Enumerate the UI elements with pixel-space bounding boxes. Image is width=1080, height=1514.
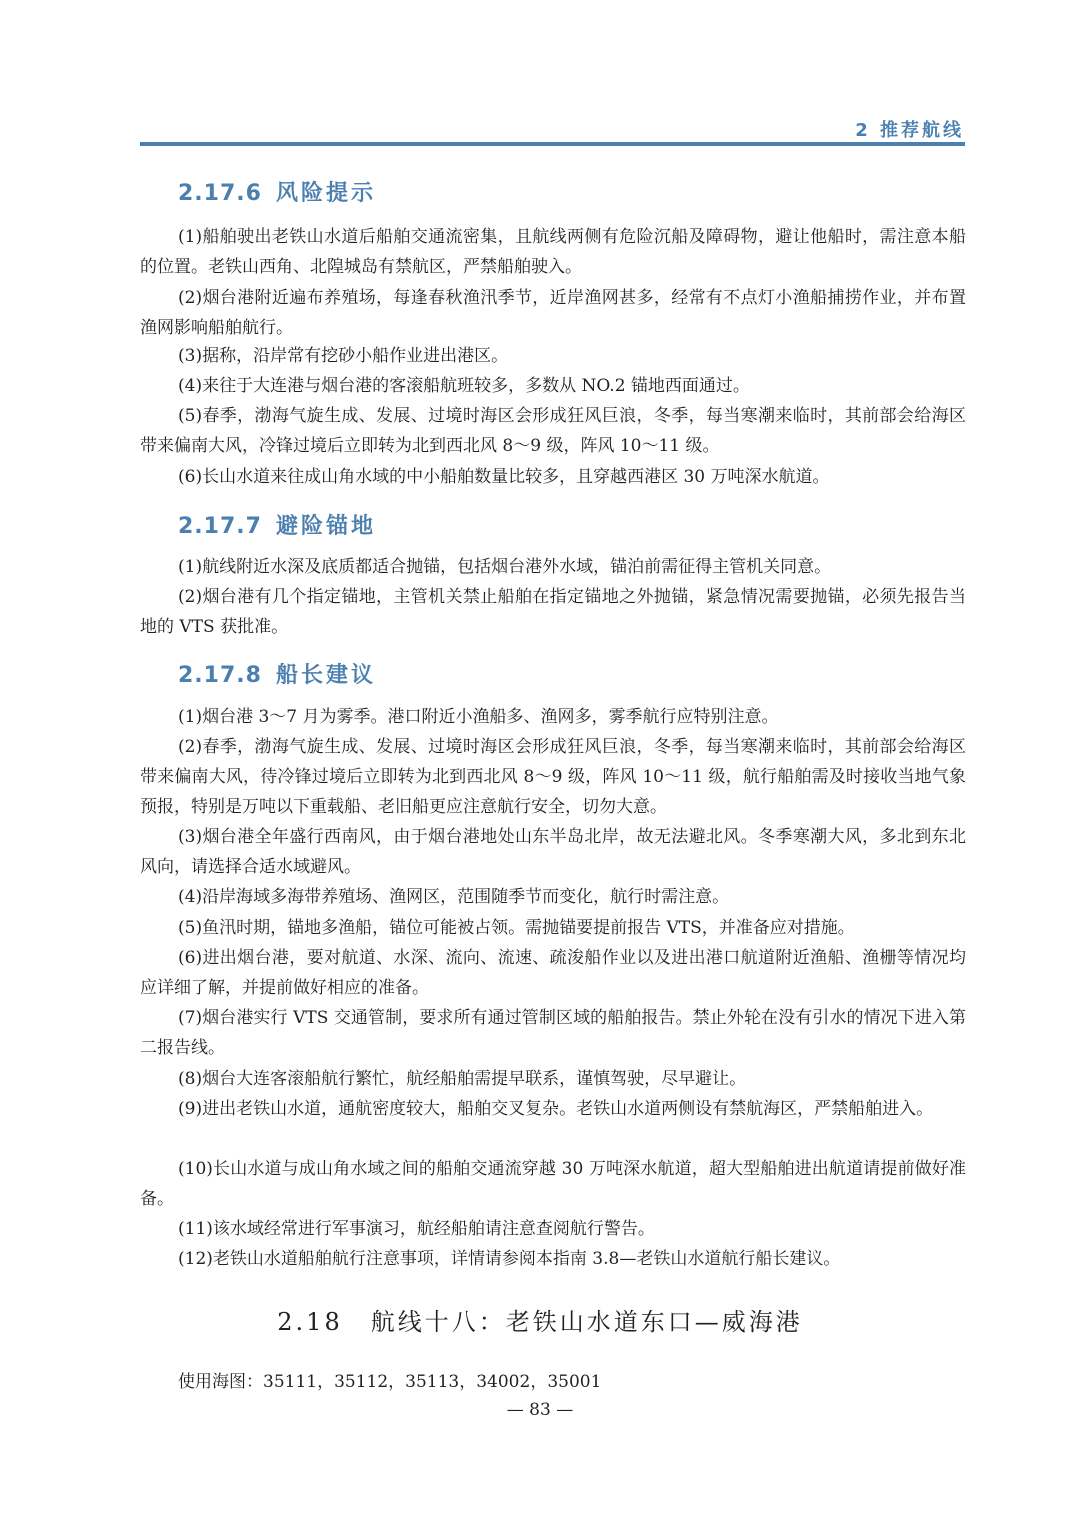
paragraph: (5)鱼汛时期，锚地多渔船，锚位可能被占领。需抛锚要提前报告 VTS，并准备应对措施。	[178, 918, 855, 938]
paragraph: (1)烟台港 3～7 月为雾季。港口附近小渔船多、渔网多，雾季航行应特别注意。	[178, 707, 779, 727]
paragraph: (2)烟台港有几个指定锚地，主管机关禁止船舶在指定锚地之外抛锚，紧急情况需要抛锚，必须先报告当地的 VTS 获批准。	[140, 587, 966, 637]
paragraph: (3)烟台港全年盛行西南风，由于烟台港地处山东半岛北岸，故无法避北风。冬季寒潮大风，多北到东北风向，请选择合适水域避风。	[140, 827, 966, 877]
paragraph: (11)该水域经常进行军事演习，航经船舶请注意查阅航行警告。	[178, 1219, 655, 1239]
paragraph: (2)烟台港附近遍布养殖场，每逢春秋渔汛季节，近岸渔网甚多，经常有不点灯小渔船捕捞作业，并布置渔网影响船舶航行。	[140, 288, 966, 338]
paragraph: (9)进出老铁山水道，通航密度较大，船舶交叉复杂。老铁山水道两侧设有禁航海区，严禁船舶进入。	[178, 1099, 934, 1119]
charts-used: 使用海图：35111，35112，35113，34002，35001	[178, 1372, 602, 1392]
route-heading	[0, 1302, 1080, 1337]
paragraph: (4)沿岸海域多海带养殖场、渔网区，范围随季节而变化，航行时需注意。	[178, 887, 730, 907]
paragraph: (8)烟台大连客滚船航行繁忙，航经船舶需提早联系，谨慎驾驶，尽早避让。	[178, 1069, 747, 1089]
section-number: 2.17.6	[178, 181, 262, 206]
page-number: — 83 —	[506, 1400, 574, 1420]
section-heading-2-17-7	[178, 509, 376, 540]
paragraph: (5)春季，渤海气旋生成、发展、过境时海区会形成狂风巨浪，冬季，每当寒潮来临时，其前部会给海区带来偏南大风，冷锋过境后立即转为北到西北风 8～9 级，阵风 10～11 级。	[140, 406, 966, 456]
route-title: 航线十八：老铁山水道东口—威海港	[370, 1308, 803, 1336]
paragraph: (2)春季，渤海气旋生成、发展、过境时海区会形成狂风巨浪，冬季，每当寒潮来临时，其前部会给海区带来偏南大风，待冷锋过境后立即转为北到西北风 8～9 级，阵风 10～11 级，航行船舶需及时接收当地气象预报，特别是万吨以下重载船、老旧船更应注意航行安全，切勿大意。	[140, 737, 966, 817]
section-number: 2.17.8	[178, 663, 262, 688]
paragraph: (1)船舶驶出老铁山水道后船舶交通流密集，且航线两侧有危险沉船及障碍物，避让他船时，需注意本船的位置。老铁山西角、北隍城岛有禁航区，严禁船舶驶入。	[140, 227, 966, 277]
section-number: 2.17.7	[178, 514, 262, 539]
section-title: 船长建议	[276, 663, 377, 688]
section-heading-2-17-6	[178, 176, 376, 207]
section-title: 避险锚地	[276, 514, 377, 539]
paragraph: (7)烟台港实行 VTS 交通管制，要求所有通过管制区域的船舶报告。禁止外轮在没有引水的情况下进入第二报告线。	[140, 1008, 966, 1058]
running-header: 2 推荐航线	[855, 120, 964, 141]
section-heading-2-17-8	[178, 658, 376, 689]
paragraph: (12)老铁山水道船舶航行注意事项，详情请参阅本指南 3.8—老铁山水道航行船长建议。	[178, 1249, 841, 1269]
paragraph: (10)长山水道与成山角水域之间的船舶交通流穿越 30 万吨深水航道，超大型船舶进出航道请提前做好准备。	[140, 1159, 966, 1209]
paragraph: (6)进出烟台港，要对航道、水深、流向、流速、疏浚船作业以及进出港口航道附近渔船、渔栅等情况均应详细了解，并提前做好相应的准备。	[140, 948, 966, 998]
paragraph: (4)来往于大连港与烟台港的客滚船航班较多，多数从 NO.2 锚地西面通过。	[178, 376, 750, 396]
paragraph: (3)据称，沿岸常有挖砂小船作业进出港区。	[178, 346, 509, 366]
paragraph: (6)长山水道来往成山角水域的中小船舶数量比较多，且穿越西港区 30 万吨深水航道。	[178, 467, 830, 487]
paragraph: (1)航线附近水深及底质都适合抛锚，包括烟台港外水域，锚泊前需征得主管机关同意。	[178, 557, 832, 577]
route-number: 2.18	[277, 1308, 343, 1336]
header-rule	[140, 142, 965, 146]
section-title: 风险提示	[276, 181, 377, 206]
